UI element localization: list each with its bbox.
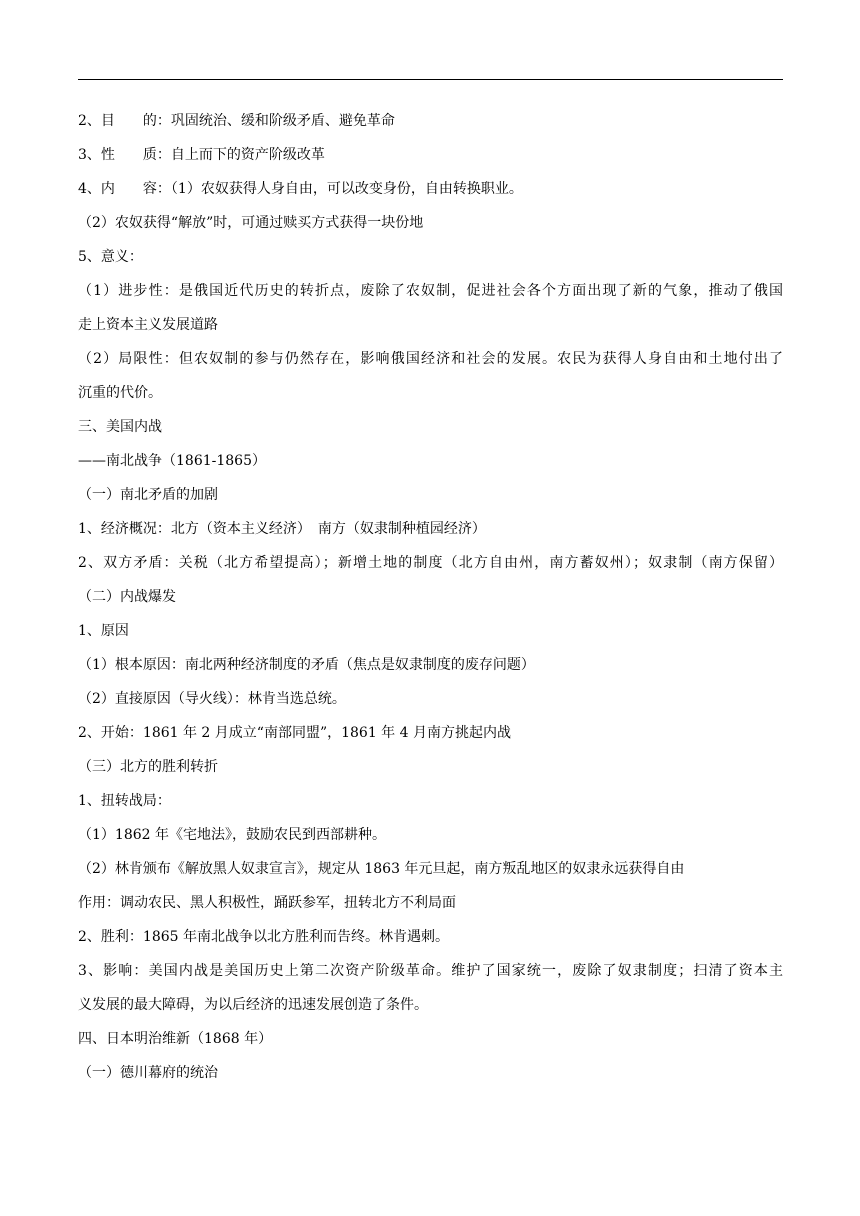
subsection-heading: （三）北方的胜利转折: [78, 759, 218, 775]
text-line: 作用：调动农民、黑人积极性，踊跃参军，扭转北方不利局面: [78, 895, 456, 911]
section-heading: 三、美国内战: [78, 419, 162, 435]
text-line: 5、意义：: [78, 249, 143, 265]
text-line: ——南北战争（1861-1865）: [78, 453, 266, 469]
text-line: （2）局限性：但农奴制的参与仍然存在，影响俄国经济和社会的发展。农民为获得人身自由和土地付出了: [78, 351, 783, 367]
subsection-heading: （二）内战爆发: [78, 589, 176, 605]
text-line: （2）林肯颁布《解放黑人奴隶宣言》，规定从 1863 年元旦起，南方叛乱地区的奴隶永远获得自由: [78, 861, 685, 877]
header-rule: [78, 79, 783, 80]
text-line: 1、扭转战局：: [78, 793, 171, 809]
subsection-heading: （一）南北矛盾的加剧: [78, 487, 218, 503]
text-line: （1）根本原因：南北两种经济制度的矛盾（焦点是奴隶制度的废存问题）: [78, 657, 535, 673]
text-line: 2、目 的：巩固统治、缓和阶级矛盾、避免革命: [78, 113, 395, 129]
text-line: 1、经济概况：北方（资本主义经济） 南方（奴隶制种植园经济）: [78, 521, 486, 537]
text-line: 义发展的最大障碍，为以后经济的迅速发展创造了条件。: [78, 997, 428, 1013]
text-line: 走上资本主义发展道路: [78, 317, 218, 333]
text-line: 3、影响：美国内战是美国历史上第二次资产阶级革命。维护了国家统一，废除了奴隶制度；扫清了资本主: [78, 963, 783, 979]
text-line: 3、性 质：自上而下的资产阶级改革: [78, 147, 325, 163]
text-line: 4、内 容：（1）农奴获得人身自由，可以改变身份，自由转换职业。: [78, 181, 523, 197]
text-line: （1）1862 年《宅地法》，鼓励农民到西部耕种。: [78, 827, 386, 843]
text-line: （2）直接原因（导火线）：林肯当选总统。: [78, 691, 346, 707]
text-line: （1）进步性：是俄国近代历史的转折点，废除了农奴制，促进社会各个方面出现了新的气象，推动了俄国: [78, 283, 783, 299]
text-line: 2、双方矛盾：关税（北方希望提高）；新增土地的制度（北方自由州，南方蓄奴州）；奴隶制（南方保留）: [78, 555, 783, 571]
text-line: 1、原因: [78, 623, 129, 639]
text-line: 2、开始：1861 年 2 月成立“南部同盟”，1861 年 4 月南方挑起内战: [78, 725, 511, 741]
text-line: 沉重的代价。: [78, 385, 162, 401]
document-body: [78, 104, 783, 1090]
text-line: （2）农奴获得“解放”时，可通过赎买方式获得一块份地: [78, 215, 424, 231]
section-heading: 四、日本明治维新（1868 年）: [78, 1031, 273, 1047]
text-line: 2、胜利：1865 年南北战争以北方胜利而告终。林肯遇刺。: [78, 929, 449, 945]
subsection-heading: （一）德川幕府的统治: [78, 1065, 218, 1081]
